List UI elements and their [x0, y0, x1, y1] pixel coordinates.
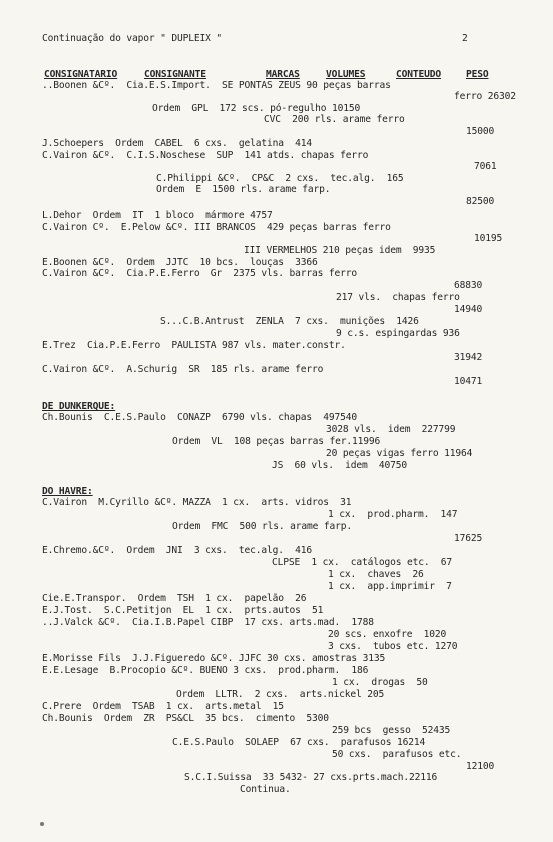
entry-line: 68830	[454, 280, 483, 291]
entry-line: JS 60 vls. idem 40750	[272, 460, 408, 471]
entry-line: C.Philippi &Cº. CP&C 2 cxs. tec.alg. 165	[156, 173, 404, 184]
entry-line: Ordem FMC 500 rls. arame farp.	[172, 521, 353, 532]
entry-line: C.Vairon &Cº. Cia.P.E.Ferro Gr 2375 vls. barras ferro	[42, 268, 358, 279]
col-header-consignee: CONSIGNATARIO	[44, 69, 118, 80]
entry-line: 10195	[474, 233, 503, 244]
page-number: 2	[462, 33, 468, 44]
entry-line: E.E.Lesage B.Procopio &Cº. BUENO 3 cxs. prod.pharm. 186	[42, 665, 369, 676]
entry-line: 3 cxs. tubos etc. 1270	[328, 641, 458, 652]
entry-line: 50 cxs. parafusos etc.	[332, 749, 462, 760]
section-heading-dunkerque: DE DUNKERQUE:	[42, 401, 116, 412]
entry-line: C.Vairon Cº. E.Pelow &Cº. III BRANCOS 429 peças barras ferro	[42, 222, 391, 233]
entry-line: 15000	[466, 126, 495, 137]
entry-line: 217 vls. chapas ferro	[336, 292, 460, 303]
entry-line: E.Chremo.&Cº. Ordem JNI 3 cxs. tec.alg. 416	[42, 545, 313, 556]
entry-line: CLPSE 1 cx. catálogos etc. 67	[272, 557, 453, 568]
entry-line: 20 scs. enxofre 1020	[328, 629, 447, 640]
entry-line: 20 peças vigas ferro 11964	[326, 448, 473, 459]
entry-line: Ch.Bounis C.E.S.Paulo CONAZP 6790 vls. chapas 497540	[42, 412, 358, 423]
col-header-weight: PESO	[466, 69, 489, 80]
entry-line: 31942	[454, 352, 483, 363]
entry-line: E.Trez Cia.P.E.Ferro PAULISTA 987 vls. mater.constr.	[42, 340, 346, 351]
entry-line: 1 cx. app.imprimir 7	[328, 581, 452, 592]
entry-line: 14940	[454, 304, 483, 315]
entry-line: ..Boonen &Cº. Cia.E.S.Import. SE PONTAS ZEUS 90 peças barras	[42, 80, 391, 91]
entry-line: Ordem LLTR. 2 cxs. arts.nickel 205	[176, 689, 385, 700]
entry-line: Ordem E 1500 rls. arame farp.	[156, 184, 331, 195]
entry-line: C.Vairon &Cº. C.I.S.Noschese SUP 141 atds. chapas ferro	[42, 150, 369, 161]
entry-line: Ordem VL 108 peças barras fer.11996	[172, 436, 381, 447]
col-header-marks: MARCAS	[266, 69, 300, 80]
entry-line: C.E.S.Paulo SOLAEP 67 cxs. parafusos 16214	[172, 737, 426, 748]
entry-line: 3028 vls. idem 227799	[326, 424, 456, 435]
entry-line: 12100	[466, 761, 495, 772]
document-title: Continuação do vapor " DUPLEIX "	[42, 33, 223, 44]
col-header-contents: CONTEUDO	[396, 69, 442, 80]
col-header-volumes: VOLUMES	[326, 69, 366, 80]
entry-line: Ordem GPL 172 scs. pó-regulho 10150	[152, 103, 361, 114]
entry-line: 10471	[454, 376, 483, 387]
entry-line: C.Prere Ordem TSAB 1 cx. arts.metal 15	[42, 701, 284, 712]
entry-line: C.Vairon &Cº. A.Schurig SR 185 rls. arame ferro	[42, 364, 324, 375]
entry-line: L.Dehor Ordem IT 1 bloco mármore 4757	[42, 210, 273, 221]
entry-line: E.J.Tost. S.C.Petitjon EL 1 cx. prts.autos 51	[42, 605, 324, 616]
entry-line: 1 cx. drogas 50	[332, 677, 428, 688]
entry-line: 82500	[466, 196, 495, 207]
entry-line: E.Morisse Fils J.J.Figueredo &Cº. JJFC 30 cxs. amostras 3135	[42, 653, 386, 664]
entry-line: III VERMELHOS 210 peças idem 9935	[244, 245, 436, 256]
entry-line: C.Vairon M.Cyrillo &Cº. MAZZA 1 cx. arts. vidros 31	[42, 497, 352, 508]
entry-line: E.Boonen &Cº. Ordem JJTC 10 bcs. louças 3366	[42, 257, 318, 268]
entry-line: S...C.B.Antrust ZENLA 7 cxs. munições 1426	[160, 316, 419, 327]
col-header-shipper: CONSIGNANTE	[144, 69, 206, 80]
entry-line: CVC 200 rls. arame ferro	[264, 114, 405, 125]
section-heading-havre: DO HAVRE:	[42, 486, 93, 497]
entry-line: 9 c.s. espingardas 936	[336, 328, 460, 339]
entry-line: ..J.Valck &Cº. Cia.I.B.Papel CIBP 17 cxs. arts.mad. 1788	[42, 617, 374, 628]
entry-line: 7061	[474, 161, 497, 172]
entry-line: 1 cx. chaves 26	[328, 569, 424, 580]
continued-note: Continua.	[240, 784, 291, 795]
entry-line: Cie.E.Transpor. Ordem TSH 1 cx. papelão 26	[42, 593, 307, 604]
entry-line: 1 cx. prod.pharm. 147	[328, 509, 458, 520]
entry-line: S.C.I.Suissa 33 5432- 27 cxs.prts.mach.22116	[184, 772, 438, 783]
entry-line: 259 bcs gesso 52435	[332, 725, 451, 736]
entry-line: Ch.Bounis Ordem ZR PS&CL 35 bcs. cimento 5300	[42, 713, 329, 724]
entry-line: J.Schoepers Ordem CABEL 6 cxs. gelatina 414	[42, 138, 313, 149]
punch-hole-mark	[40, 822, 44, 826]
entry-line: 17625	[454, 533, 483, 544]
entry-line: ferro 26302	[454, 91, 516, 102]
